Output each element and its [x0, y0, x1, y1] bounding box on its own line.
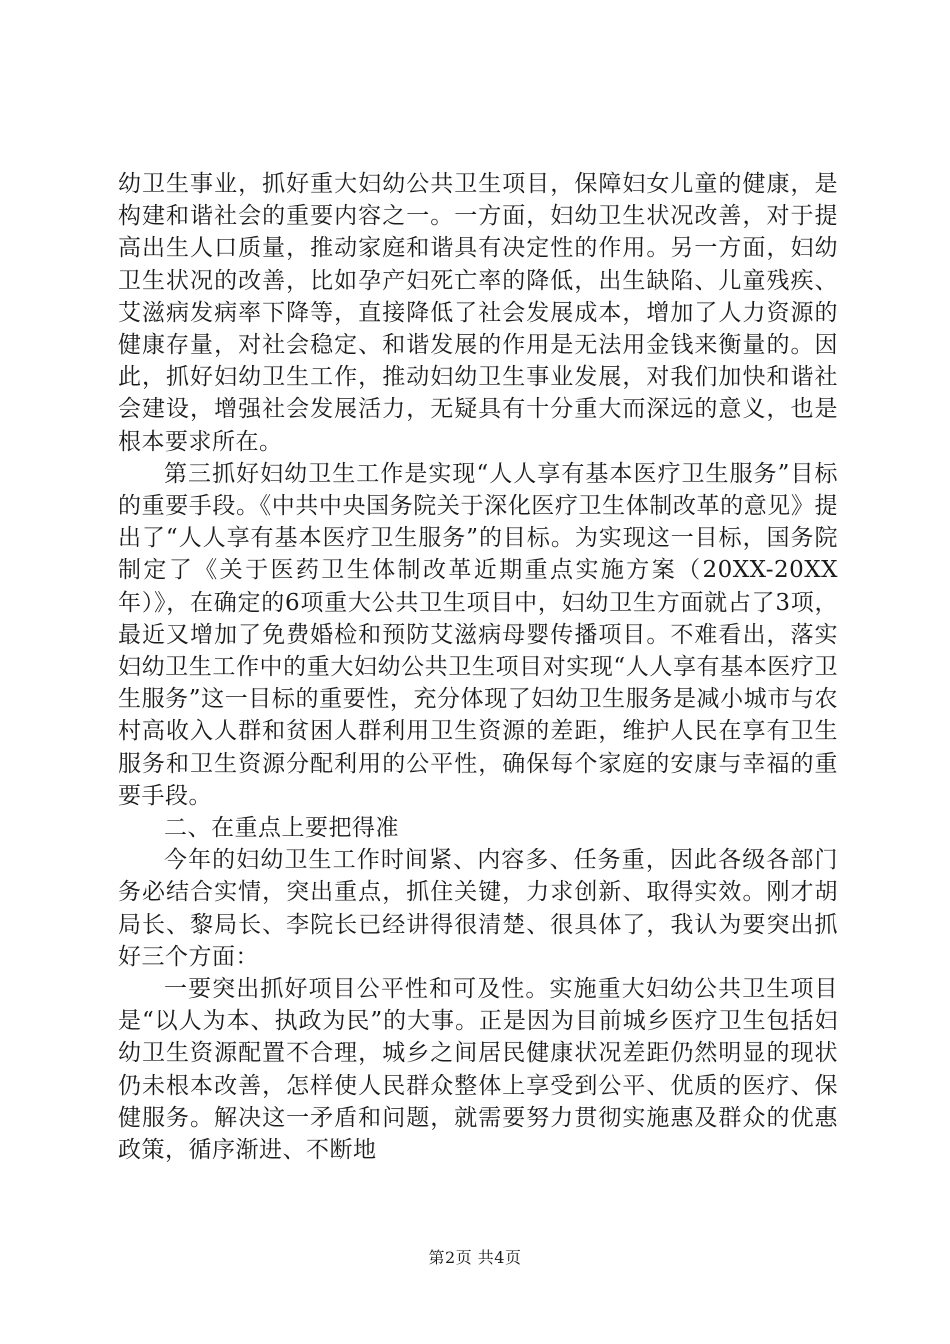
paragraph-third-point: 第三抓好妇幼卫生工作是实现“人人享有基本医疗卫生服务”目标的重要手段。《中共中央国务院关于深化医疗卫生体制改革的意见》提出了“人人享有基本医疗卫生服务”的目标。为实现这一目标，国务院制定了《关于医药卫生体制改革近期重点实施方案（20XX-20XX年）》，在确定的6项重大公共卫生项目中，妇幼卫生方面就占了3项，最近又增加了免费婚检和预防艾滋病母婴传播项目。不难看出，落实妇幼卫生工作中的重大妇幼公共卫生项目对实现“人人享有基本医疗卫生服务”这一目标的重要性，充分体现了妇幼卫生服务是减小城市与农村高收入人群和贫困人群利用卫生资源的差距，维护人民在享有卫生服务和卫生资源分配利用的公平性，确保每个家庭的安康与幸福的重要手段。	[118, 460, 838, 809]
section-heading: 二、在重点上要把得准	[164, 815, 399, 842]
page-number-footer: 第2页 共4页	[428, 1248, 522, 1267]
paragraph-priorities-intro: 今年的妇幼卫生工作时间紧、内容多、任务重，因此各级各部门务必结合实情，突出重点，抓住关键，力求创新、取得实效。刚才胡局长、黎局长、李院长已经讲得很清楚、很具体了，我认为要突出抓好三个方面：	[118, 847, 838, 970]
paragraph-fairness-accessibility: 一要突出抓好项目公平性和可及性。实施重大妇幼公共卫生项目是“以人为本、执政为民”的大事。正是因为目前城乡医疗卫生包括妇幼卫生资源配置不合理，城乡之间居民健康状况差距仍然明显的现状仍未根本改善，怎样使人民群众整体上享受到公平、优质的医疗、保健服务。解决这一矛盾和问题，就需要努力贯彻实施惠及群众的优惠政策，循序渐进、不断地	[118, 976, 838, 1164]
paragraph-continuation: 幼卫生事业，抓好重大妇幼公共卫生项目，保障妇女儿童的健康，是构建和谐社会的重要内容之一。一方面，妇幼卫生状况改善，对于提高出生人口质量，推动家庭和谐具有决定性的作用。另一方面，妇幼卫生状况的改善，比如孕产妇死亡率的降低，出生缺陷、儿童残疾、艾滋病发病率下降等，直接降低了社会发展成本，增加了人力资源的健康存量，对社会稳定、和谐发展的作用是无法用金钱来衡量的。因此，抓好妇幼卫生工作，推动妇幼卫生事业发展，对我们加快和谐社会建设，增强社会发展活力，无疑具有十分重大而深远的意义，也是根本要求所在。	[118, 171, 838, 455]
document-body	[118, 168, 838, 1166]
